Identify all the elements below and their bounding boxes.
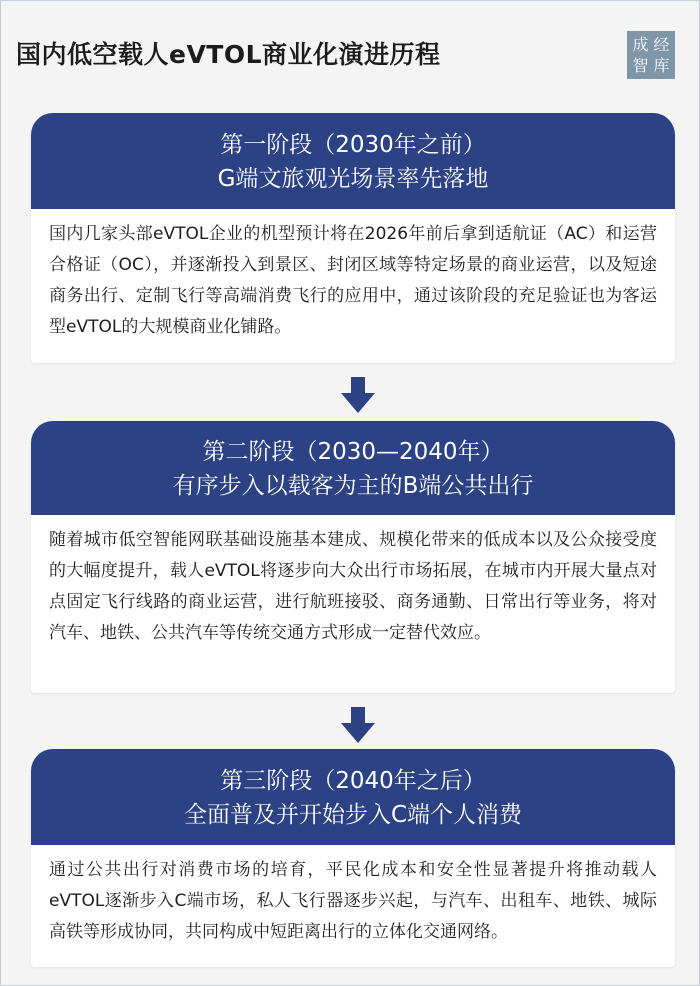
seal-char: 成 [632, 34, 649, 54]
stage-phase-2: 第二阶段（2030—2040年） [202, 439, 504, 465]
stage-body-2: 随着城市低空智能网联基础设施基本建成、规模化带来的低成本以及公众接受度的大幅度提升，载人eVTOL将逐步向大众出行市场拓展，在城市内开展大量点对点固定飞行线路的商业运营，进行航班接驳、商务通勤、日常出行等业务，将对汽车、地铁、公共汽车等传统交通方式形成一定替代效应。 [49, 530, 657, 643]
page-title: 国内低空载人eVTOL商业化演进历程 [16, 40, 441, 69]
seal-char: 库 [653, 55, 670, 75]
stage-card-2 [31, 421, 675, 693]
stage-card-1 [31, 113, 675, 363]
stage-subtitle-2: 有序步入以载客为主的B端公共出行 [172, 473, 534, 499]
stage-phase-3: 第三阶段（2040年之后） [220, 768, 486, 794]
seal-char: 智 [632, 55, 649, 75]
stage-body-1: 国内几家头部eVTOL企业的机型预计将在2026年前后拿到适航证（AC）和运营合格证（OC），并逐渐投入到景区、封闭区域等特定场景的商业运营，以及短途商务出行、定制飞行等高端消费飞行的应用中，通过该阶段的充足验证也为客运型eVTOL的大规模商业化铺路。 [49, 224, 657, 337]
stage-header-1 [31, 113, 675, 209]
down-arrow-icon [341, 377, 375, 413]
stage-header-3 [31, 749, 675, 845]
stage-subtitle-1: G端文旅观光场景率先落地 [217, 166, 489, 192]
stage-header-2 [31, 421, 675, 515]
stage-subtitle-3: 全面普及并开始步入C端个人消费 [183, 802, 523, 828]
down-arrow-icon [341, 707, 375, 743]
seal-char: 经 [653, 34, 670, 54]
stage-phase-1: 第一阶段（2030年之前） [220, 132, 486, 158]
stage-card-3 [31, 749, 675, 967]
stage-body-3: 通过公共出行对消费市场的培育，平民化成本和安全性显著提升将推动载人eVTOL逐渐步入C端市场，私人飞行器逐步兴起，与汽车、出租车、地铁、城际高铁等形成协同，共同构成中短距离出行的立体化交通网络。 [49, 860, 657, 942]
logo-seal [627, 31, 675, 79]
